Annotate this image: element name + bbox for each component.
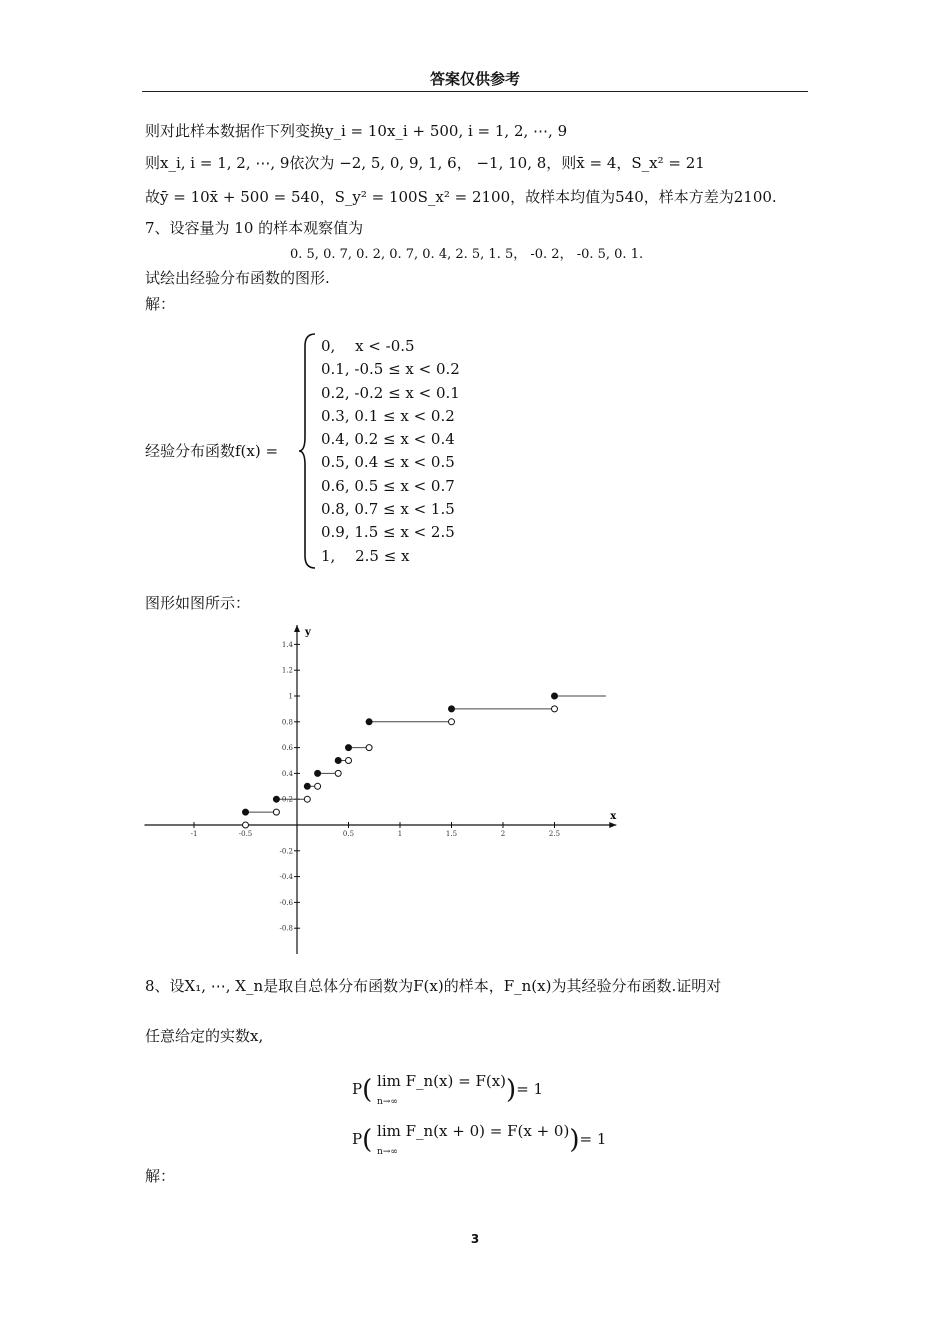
y-tick-label: -0.4 (279, 873, 293, 882)
case-row: 0.6, 0.5 ≤ x < 0.7 (321, 476, 455, 495)
problem-7-statement: 7、设容量为 10 的样本观察值为 (145, 219, 364, 237)
paren-open-icon: ( (362, 1125, 373, 1155)
case-row: 0.8, 0.7 ≤ x < 1.5 (321, 500, 455, 519)
y-tick-label: 1.2 (281, 666, 293, 675)
page-number: 3 (470, 1232, 480, 1246)
closed-point (243, 809, 249, 815)
y-tick-label: 1 (288, 692, 293, 701)
closed-point (273, 796, 279, 802)
x-tick-label: -1 (190, 830, 198, 838)
x-tick-label: 1 (397, 830, 403, 838)
y-tick-label: 0.6 (281, 744, 293, 753)
open-point (243, 822, 249, 828)
formula-2-p: P (352, 1130, 363, 1148)
open-point (315, 783, 321, 789)
open-point (366, 745, 372, 751)
y-tick-label: -0.6 (279, 898, 293, 907)
problem-8-condition: 任意给定的实数x, (145, 1027, 264, 1045)
open-point (552, 706, 558, 712)
sample-values: 0. 5, 0. 7, 0. 2, 0. 7, 0. 4, 2. 5, 1. 5， -0. 2， -0. 5, 0. 1. (290, 247, 644, 262)
open-point (273, 809, 279, 815)
closed-point (304, 783, 310, 789)
case-row: 0, x < -0.5 (321, 337, 415, 355)
y-axis-arrow-icon (294, 625, 300, 632)
formula-2-body: lim F_n(x + 0) = F(x + 0) (377, 1122, 570, 1140)
formula-1-rhs: = 1 (516, 1080, 544, 1098)
problem-7-task: 试绘出经验分布函数的图形. (145, 269, 330, 287)
paren-open-icon: ( (362, 1075, 373, 1105)
formula-1-lim-sub: n→∞ (377, 1097, 398, 1107)
y-tick-label: -0.2 (279, 847, 293, 856)
closed-point (335, 758, 341, 764)
open-point (335, 770, 341, 776)
closed-point (449, 706, 455, 712)
y-tick-label: -0.8 (279, 924, 293, 933)
case-row: 0.3, 0.1 ≤ x < 0.2 (321, 406, 455, 425)
x-tick-label: 0.5 (342, 830, 355, 838)
y-tick-label: 0.8 (281, 718, 293, 727)
formula-1 (352, 1072, 543, 1108)
closed-point (346, 745, 352, 751)
paren-close-icon: ) (569, 1125, 580, 1155)
solution-label-7: 解： (145, 295, 176, 313)
x-axis-label: x (610, 811, 617, 822)
text-line-transform: 则对此样本数据作下列变换y_i = 10x_i + 500, i = 1, 2, ⋯, 9 (145, 122, 568, 140)
case-row: 0.9, 1.5 ≤ x < 2.5 (321, 523, 455, 542)
formula-2-body-wrap (377, 1122, 569, 1158)
case-row: 0.4, 0.2 ≤ x < 0.4 (321, 430, 455, 449)
case-row: 0.5, 0.4 ≤ x < 0.5 (321, 453, 455, 472)
y-tick-label: 0.4 (281, 769, 293, 778)
x-axis-arrow-icon (609, 822, 616, 828)
x-tick-label: 2.5 (548, 830, 561, 838)
text-line-values: 则x_i, i = 1, 2, ⋯, 9依次为 −2, 5, 0, 9, 1, 6， −1, 10, 8，则x̄ = 4，S_x² = 21 (145, 154, 705, 172)
formula-2-lim-sub: n→∞ (377, 1147, 398, 1157)
ecdf-chart (140, 618, 620, 958)
x-tick-label: 2 (500, 830, 506, 838)
formula-2-rhs: = 1 (579, 1130, 607, 1148)
case-row: 1, 2.5 ≤ x (321, 546, 410, 565)
paren-close-icon: ) (506, 1075, 517, 1105)
y-axis-label: y (305, 627, 311, 639)
formula-2 (352, 1122, 606, 1158)
open-point (449, 719, 455, 725)
formula-1-body-wrap (377, 1072, 506, 1108)
graph-caption: 图形如图所示： (145, 594, 251, 612)
closed-point (552, 693, 558, 699)
y-tick-label: 0.2 (281, 795, 293, 804)
open-point (304, 796, 310, 802)
x-tick-label: -0.5 (238, 830, 253, 838)
closed-point (315, 770, 321, 776)
formula-1-p: P (352, 1080, 363, 1098)
text-line-result: 故ȳ = 10x̄ + 500 = 540，S_y² = 100S_x² = 2100，故样本均值为540，样本方差为2100. (145, 188, 777, 206)
closed-point (366, 719, 372, 725)
piecewise-cases (321, 335, 460, 568)
page-header-title: 答案仅供参考 (429, 70, 520, 88)
solution-label-8: 解： (145, 1167, 176, 1185)
header-rule (142, 91, 808, 92)
open-point (346, 758, 352, 764)
formula-1-body: lim F_n(x) = F(x) (377, 1072, 507, 1090)
x-tick-label: 1.5 (445, 830, 458, 838)
piecewise-label: 经验分布函数f(x) = (145, 442, 279, 460)
problem-8-statement: 8、设X₁, ⋯, X_n是取自总体分布函数为F(x)的样本，F_n(x)为其经验分布函数.证明对 (145, 977, 722, 995)
case-row: 0.2, -0.2 ≤ x < 0.1 (321, 383, 460, 402)
case-row: 0.1, -0.5 ≤ x < 0.2 (321, 360, 460, 379)
left-brace-icon (297, 332, 319, 570)
y-tick-label: 1.4 (281, 640, 293, 649)
